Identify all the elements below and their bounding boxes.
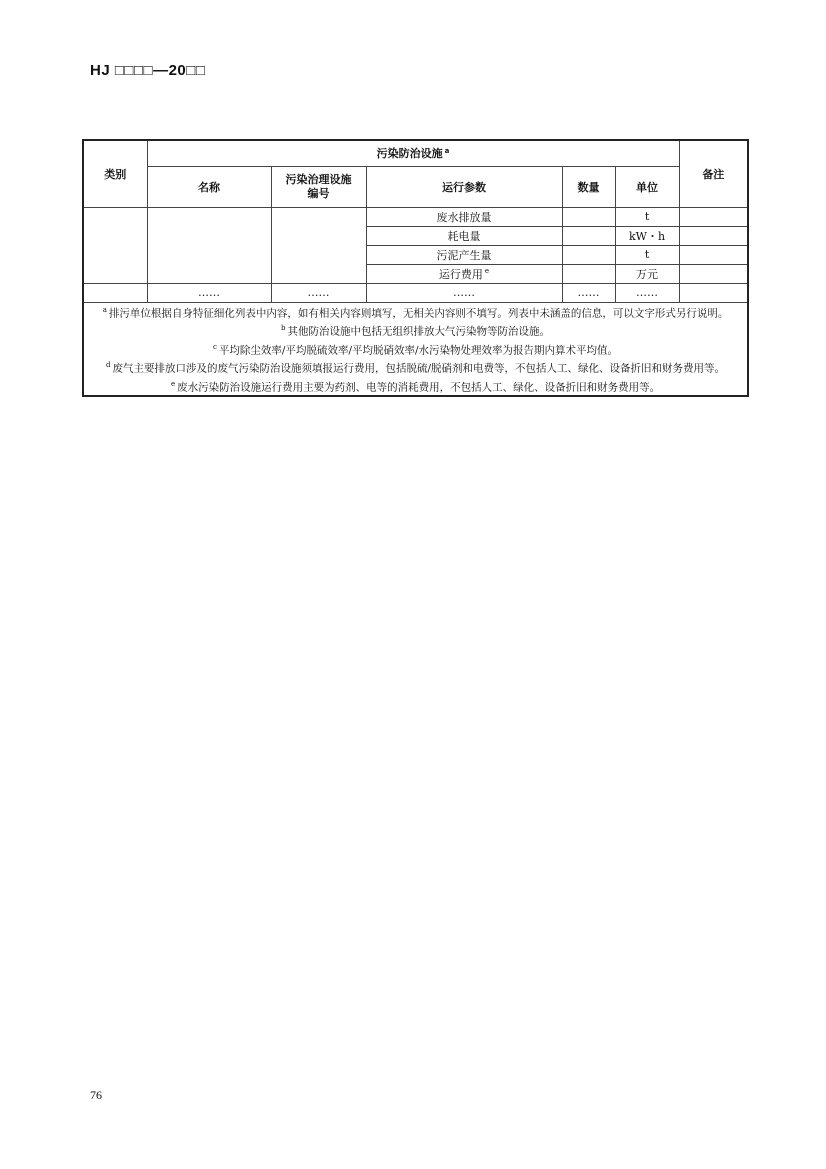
note-item: $^c$ 平均除尘效率/平均脱硫效率/平均脱硝效率/水污染物处理效率为报告期内算术平均值。 [213, 342, 619, 356]
document-code: HJ □□□□—20□□ [90, 62, 206, 79]
ellipsis-cell: …… [147, 283, 271, 302]
unit-cell: 万元 [615, 264, 679, 283]
ellipsis-cell: …… [615, 283, 679, 302]
remark-header: 备注 [679, 140, 748, 207]
column-header-quantity: 数量 [562, 166, 615, 207]
quantity-cell [562, 226, 615, 245]
remark-cell [679, 283, 748, 302]
remark-cell [679, 207, 748, 226]
remark-cell [679, 264, 748, 283]
column-header-unit: 单位 [615, 166, 679, 207]
quantity-cell [562, 245, 615, 264]
remark-cell [679, 245, 748, 264]
column-header-parameter: 运行参数 [366, 166, 562, 207]
column-header-facility-id: 污染治理设施编号 [271, 166, 366, 207]
parameter-cell: 废水排放量 [366, 207, 562, 226]
note-item: $^d$ 废气主要排放口涉及的废气污染防治设施须填报运行费用，包括脱硫/脱硝剂和电费等，不包括人工、绿化、设备折旧和财务费用等。 [106, 361, 726, 375]
ellipsis-row [83, 283, 748, 302]
ellipsis-cell: …… [271, 283, 366, 302]
parameter-cell: 运行费用 $^e$ [366, 264, 562, 283]
name-cell [147, 207, 271, 283]
group-header-mark: a [444, 146, 450, 155]
category-cell [83, 207, 147, 283]
column-header-name: 名称 [147, 166, 271, 207]
parameter-cell: 污泥产生量 [366, 245, 562, 264]
parameter-mark: e [484, 266, 490, 275]
category-header: 类别 [83, 140, 147, 207]
note-item: $^b$ 其他防治设施中包括无组织排放大气污染物等防治设施。 [281, 324, 551, 338]
ellipsis-cell: …… [366, 283, 562, 302]
parameter-cell: 耗电量 [366, 226, 562, 245]
facility-id-cell [271, 207, 366, 283]
table-row [83, 207, 748, 226]
quantity-cell [562, 207, 615, 226]
page-number: 76 [90, 1088, 102, 1102]
pollution-facility-table [82, 139, 749, 397]
table-notes [83, 302, 748, 396]
note-item: $^a$ 排污单位根据自身特征细化列表中内容，如有相关内容则填写，无相关内容则不填写。列表中未涵盖的信息，可以文字形式另行说明。 [102, 305, 729, 319]
group-header: 污染防治设施 $^a$ [147, 140, 679, 166]
ellipsis-cell: …… [562, 283, 615, 302]
remark-cell [679, 226, 748, 245]
note-item: $^e$ 废水污染防治设施运行费用主要为药剂、电等的消耗费用，不包括人工、绿化、设备折旧和财务费用等。 [170, 379, 661, 393]
unit-cell: t [615, 207, 679, 226]
unit-cell: t [615, 245, 679, 264]
category-cell [83, 283, 147, 302]
unit-cell: kW・h [615, 226, 679, 245]
quantity-cell [562, 264, 615, 283]
